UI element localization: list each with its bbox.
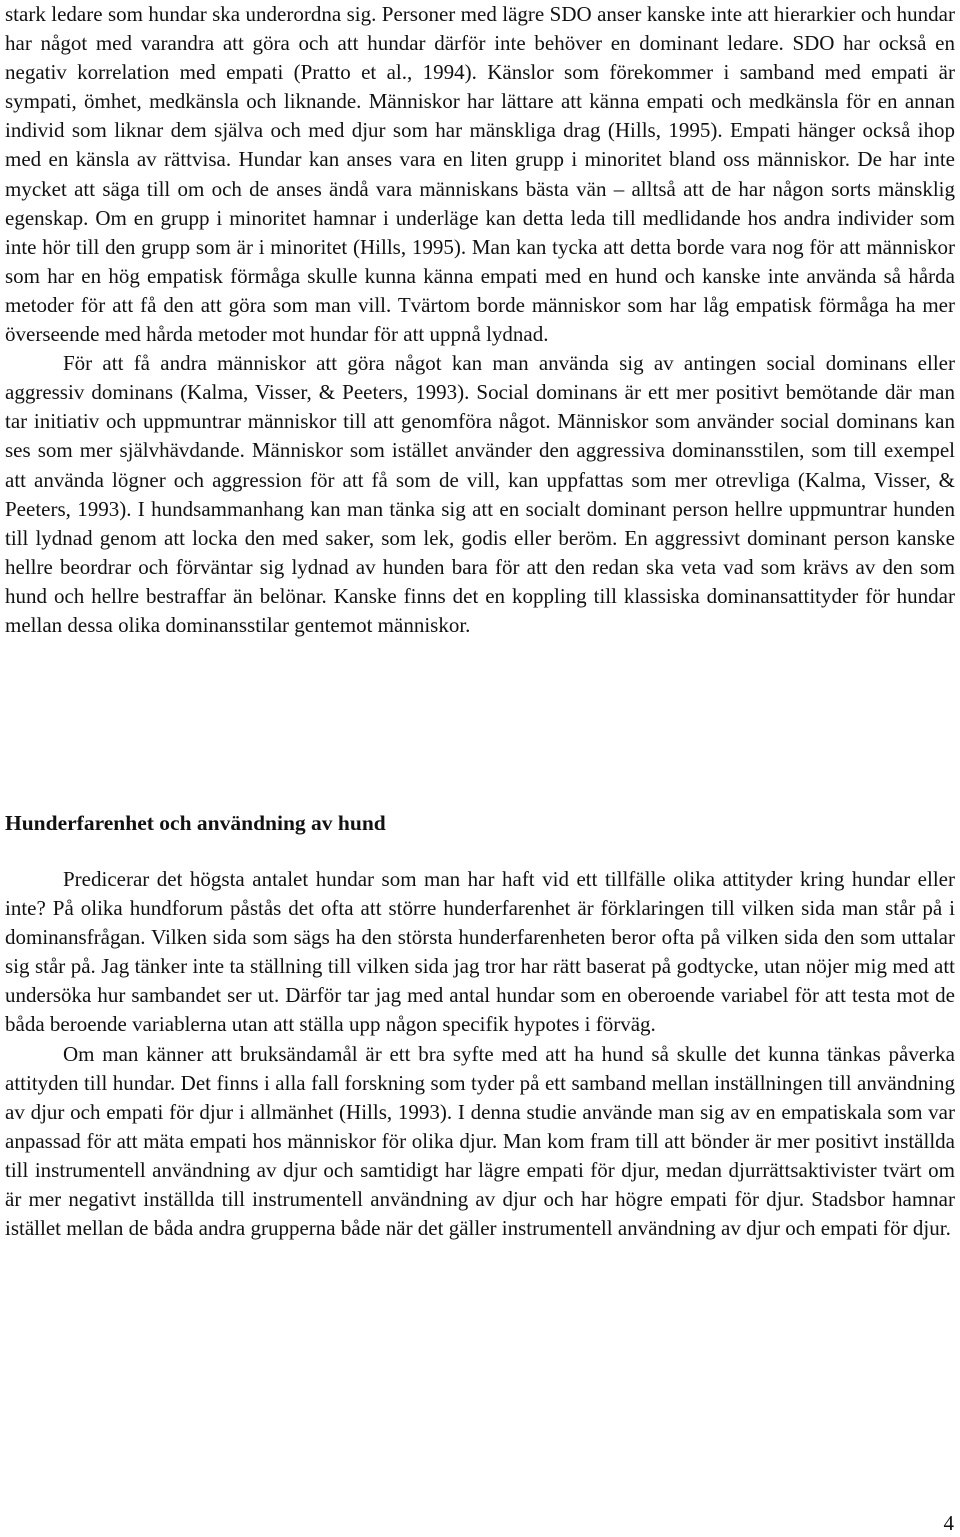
section-body-1 [5,0,955,640]
body-paragraph: stark ledare som hundar ska underordna sig. Personer med lägre SDO anser kanske inte att hierarkier och hundar har något med varandra att göra och att hundar därför inte behöver en dominant ledare. SDO har också en negativ korrelation med empati (Pratto et al., 1994). Känslor som förekommer i samband med empati är sympati, ömhet, medkänsla och liknande. Människor har lättare att känna empati och medkänsla för en annan individ som liknar dem själva och med djur som har mänskliga drag (Hills, 1995). Empati hänger också ihop med en känsla av rättvisa. Hundar kan anses vara en liten grupp i minoritet bland oss människor. De har inte mycket att säga till om och de anses ändå vara människans bästa vän – alltså att de har någon sorts mänsklig egenskap. Om en grupp i minoritet hamnar i underläge kan detta leda till medlidande hos andra individer som inte hör till den grupp som är i minoritet (Hills, 1995). Man kan tycka att detta borde vara nog för att människor som har en hög empatisk förmåga skulle kunna känna empati med en hund och kanske inte använda så hårda metoder för att få den att göra som man vill. Tvärtom borde människor som har låg empatisk förmåga ha mer överseende med hårda metoder mot hundar för att uppnå lydnad. [5,2,955,347]
body-paragraph: För att få andra människor att göra något kan man använda sig av antingen social dominans eller aggressiv dominans (Kalma, Visser, & Peeters, 1993). Social dominans är ett mer positivt bemötande där man tar initiativ och uppmuntrar människor till att genomföra något. Människor som använder social dominans kan ses som mer självhävdande. Människor som istället använder den aggressiva dominansstilen, som till exempel att använda lögner och aggression för att få som de vill, kan uppfattas som mer otrevliga (Kalma, Visser, & Peeters, 1993). I hundsammanhang kan man tänka sig att en socialt dominant person hellre uppmuntrar hunden till lydnad genom att locka den med saker, som lek, godis eller beröm. En aggressivt dominant person kanske hellre beordrar och förväntar sig lydnad av hunden bara för att den redan ska veta vad som krävs av den som hund och hellre bestraffar än belönar. Kanske finns det en koppling till klassiska dominansattityder för hundar mellan dessa olika dominansstilar gentemot människor. [5,351,955,637]
page-number: 4 [943,1511,954,1535]
body-paragraph: Predicerar det högsta antalet hundar som man har haft vid ett tillfälle olika attityder kring hundar eller inte? På olika hundforum påstås det ofta att större hunderfarenhet är förklaringen till vilken sida man står på i dominansfrågan. Vilken sida som sägs ha den största hunderfarenheten beror ofta på vilken sida den som uttalar sig står på. Jag tänker inte ta ställning till vilken sida jag tror har rätt baserat på godtycke, utan nöjer mig med att undersöka hur sambandet ser ut. Därför tar jag med antal hundar som en oberoende variabel för att testa mot de båda beroende variablerna utan att ställa upp någon specifik hypotes i förväg. [5,867,955,1037]
section-body-2 [5,865,955,1243]
body-paragraph: Om man känner att bruksändamål är ett bra syfte med att ha hund så skulle det kunna tänkas påverka attityden till hundar. Det finns i alla fall forskning som tyder på ett samband mellan inställningen till användning av djur och empati för djur i allmänhet (Hills, 1993). I denna studie använde man sig av en empatiskala som var anpassad för att mäta empati hos människor för olika djur. Man kom fram till att bönder är mer positivt inställda till instrumentell användning av djur och samtidigt har lägre empati för djur, medan djurrättsaktivister tvärt om är mer negativt inställda till instrumentell användning av djur och har högre empati för djur. Stadsbor hamnar istället mellan de båda andra grupperna både när det gäller instrumentell användning av djur och empati för djur. [5,1041,955,1241]
section-heading: Hunderfarenhet och användning av hund [5,811,386,835]
